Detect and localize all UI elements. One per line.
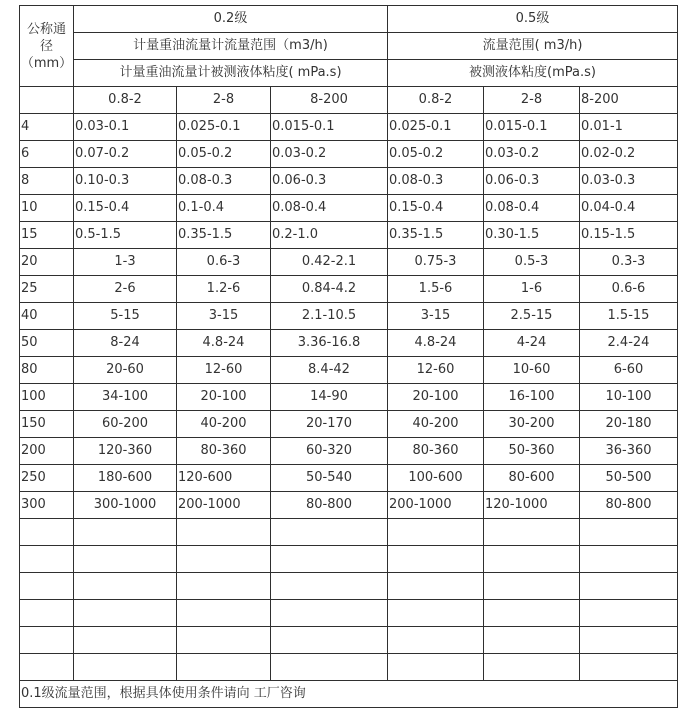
- empty-cell: [484, 654, 580, 681]
- empty-cell: [484, 573, 580, 600]
- flow-range-cell: 2-6: [74, 276, 177, 303]
- table-row: [20, 384, 678, 411]
- viscosity-range-cell: 2-8: [177, 87, 271, 114]
- empty-cell: [388, 546, 484, 573]
- flow-range-cell: 14-90: [271, 384, 388, 411]
- flow-range-cell: 0.08-0.4: [484, 195, 580, 222]
- grade-0-5-header: 0.5级: [388, 6, 678, 33]
- empty-cell: [20, 546, 74, 573]
- empty-cell: [580, 573, 678, 600]
- flow-range-cell: 1-6: [484, 276, 580, 303]
- flow-range-cell: 180-600: [74, 465, 177, 492]
- flow-range-cell: 12-60: [177, 357, 271, 384]
- nominal-diameter-cell: 80: [20, 357, 74, 384]
- flow-range-cell: 0.02-0.2: [580, 141, 678, 168]
- flow-range-cell: 12-60: [388, 357, 484, 384]
- flow-range-cell: 0.03-0.2: [484, 141, 580, 168]
- empty-cell: [74, 627, 177, 654]
- flow-range-cell: 0.6-6: [580, 276, 678, 303]
- viscosity-range-cell: 8-200: [580, 87, 678, 114]
- viscosity-range-cell: 0.8-2: [74, 87, 177, 114]
- nominal-diameter-cell: 50: [20, 330, 74, 357]
- table-row: [20, 114, 678, 141]
- flow-range-cell: 8-24: [74, 330, 177, 357]
- flow-range-cell: 0.015-0.1: [484, 114, 580, 141]
- flow-range-cell: 0.04-0.4: [580, 195, 678, 222]
- nominal-diameter-line1: 公称通: [26, 21, 66, 37]
- flow-range-cell: 100-600: [388, 465, 484, 492]
- empty-cell: [74, 519, 177, 546]
- empty-cell: [74, 654, 177, 681]
- nominal-diameter-cell: 4: [20, 114, 74, 141]
- footnote-row: [20, 681, 678, 708]
- flow-range-cell: 0.35-1.5: [388, 222, 484, 249]
- footnote: 0.1级流量范围，根据具体使用条件请向 工厂咨询: [20, 681, 678, 708]
- empty-cell: [484, 519, 580, 546]
- flow-range-cell: 1.5-15: [580, 303, 678, 330]
- flow-range-cell: 80-360: [388, 438, 484, 465]
- flow-range-cell: 200-1000: [177, 492, 271, 519]
- empty-cell: [177, 627, 271, 654]
- table-row: [20, 411, 678, 438]
- empty-cell: [20, 600, 74, 627]
- flowmeter-spec-table: [19, 5, 678, 708]
- flow-range-cell: 0.03-0.2: [271, 141, 388, 168]
- empty-row: [20, 627, 678, 654]
- table-row: [20, 276, 678, 303]
- flow-range-cell: 34-100: [74, 384, 177, 411]
- table-row: [20, 141, 678, 168]
- flow-range-header-a: 计量重油流量计流量范围（m3/h): [74, 33, 388, 60]
- empty-cell: [20, 519, 74, 546]
- empty-cell: [271, 519, 388, 546]
- table-row: [20, 195, 678, 222]
- flow-range-cell: 0.06-0.3: [484, 168, 580, 195]
- flow-range-cell: 0.08-0.3: [177, 168, 271, 195]
- table-body: [20, 6, 678, 708]
- flow-range-cell: 0.03-0.1: [74, 114, 177, 141]
- flow-range-cell: 0.07-0.2: [74, 141, 177, 168]
- nominal-diameter-header: [20, 6, 74, 87]
- empty-cell: [177, 519, 271, 546]
- flow-range-cell: 80-360: [177, 438, 271, 465]
- flow-range-cell: 0.15-1.5: [580, 222, 678, 249]
- empty-cell: [484, 627, 580, 654]
- table-row: [20, 168, 678, 195]
- header-row-grade: [20, 6, 678, 33]
- flow-range-cell: 3-15: [177, 303, 271, 330]
- empty-row: [20, 600, 678, 627]
- table-row: [20, 249, 678, 276]
- flow-range-cell: 200-1000: [388, 492, 484, 519]
- empty-cell: [177, 654, 271, 681]
- empty-cell: [271, 546, 388, 573]
- flow-range-cell: 80-800: [271, 492, 388, 519]
- flow-range-cell: 0.05-0.2: [177, 141, 271, 168]
- empty-cell: [388, 627, 484, 654]
- flow-range-cell: 0.15-0.4: [388, 195, 484, 222]
- flow-range-cell: 1.5-6: [388, 276, 484, 303]
- flow-range-cell: 0.015-0.1: [271, 114, 388, 141]
- flow-range-cell: 20-100: [388, 384, 484, 411]
- viscosity-range-cell: 0.8-2: [388, 87, 484, 114]
- flow-range-cell: 3.36-16.8: [271, 330, 388, 357]
- flow-range-cell: 4.8-24: [388, 330, 484, 357]
- flow-range-cell: 0.08-0.3: [388, 168, 484, 195]
- nominal-diameter-cell: 300: [20, 492, 74, 519]
- empty-cell: [388, 654, 484, 681]
- flow-range-cell: 300-1000: [74, 492, 177, 519]
- table-row: [20, 438, 678, 465]
- flow-range-cell: 20-180: [580, 411, 678, 438]
- flow-range-cell: 0.84-4.2: [271, 276, 388, 303]
- nominal-diameter-line3: （mm）: [20, 55, 73, 71]
- empty-cell: [580, 627, 678, 654]
- flow-range-cell: 0.3-3: [580, 249, 678, 276]
- empty-cell: [484, 600, 580, 627]
- empty-cell: [74, 600, 177, 627]
- flow-range-cell: 0.05-0.2: [388, 141, 484, 168]
- flow-range-cell: 60-320: [271, 438, 388, 465]
- flow-range-cell: 50-500: [580, 465, 678, 492]
- nominal-diameter-cell: 250: [20, 465, 74, 492]
- flow-range-cell: 10-100: [580, 384, 678, 411]
- flow-range-cell: 60-200: [74, 411, 177, 438]
- flow-range-cell: 0.15-0.4: [74, 195, 177, 222]
- empty-cell: [74, 573, 177, 600]
- nominal-diameter-line2: 径: [39, 38, 53, 54]
- flow-range-cell: 5-15: [74, 303, 177, 330]
- flow-range-cell: 0.08-0.4: [271, 195, 388, 222]
- grade-0-2-header: 0.2级: [74, 6, 388, 33]
- nominal-diameter-cell: 150: [20, 411, 74, 438]
- flow-range-cell: 36-360: [580, 438, 678, 465]
- nominal-diameter-cell: 20: [20, 249, 74, 276]
- table-row: [20, 330, 678, 357]
- flow-range-cell: 0.75-3: [388, 249, 484, 276]
- nominal-diameter-cell: 15: [20, 222, 74, 249]
- empty-row: [20, 654, 678, 681]
- empty-cell: [580, 654, 678, 681]
- flow-range-cell: 80-600: [484, 465, 580, 492]
- nominal-diameter-cell: 25: [20, 276, 74, 303]
- flow-range-cell: 3-15: [388, 303, 484, 330]
- nominal-diameter-cell: 200: [20, 438, 74, 465]
- header-row-flow: [20, 33, 678, 60]
- table-row: [20, 222, 678, 249]
- flow-range-cell: 1-3: [74, 249, 177, 276]
- nominal-diameter-cell: 8: [20, 168, 74, 195]
- empty-cell: [484, 546, 580, 573]
- empty-cell: [20, 627, 74, 654]
- flow-range-cell: 20-60: [74, 357, 177, 384]
- table-row: [20, 303, 678, 330]
- viscosity-header-b: 被测液体粘度(mPa.s): [388, 60, 678, 87]
- flow-range-cell: 0.03-0.3: [580, 168, 678, 195]
- empty-cell: [271, 654, 388, 681]
- flow-range-cell: 0.025-0.1: [388, 114, 484, 141]
- flow-range-cell: 120-1000: [484, 492, 580, 519]
- flow-range-cell: 0.5-3: [484, 249, 580, 276]
- header-row-viscosity: [20, 60, 678, 87]
- flow-range-cell: 50-360: [484, 438, 580, 465]
- flow-range-cell: 2.1-10.5: [271, 303, 388, 330]
- viscosity-header-a: 计量重油流量计被测液体粘度( mPa.s): [74, 60, 388, 87]
- empty-cell: [271, 627, 388, 654]
- empty-cell: [388, 573, 484, 600]
- flow-range-cell: 0.6-3: [177, 249, 271, 276]
- viscosity-range-row: [20, 87, 678, 114]
- flow-range-cell: 20-170: [271, 411, 388, 438]
- flow-range-cell: 0.01-1: [580, 114, 678, 141]
- flow-range-cell: 120-360: [74, 438, 177, 465]
- flow-range-cell: 2.4-24: [580, 330, 678, 357]
- flow-range-cell: 0.06-0.3: [271, 168, 388, 195]
- flow-range-cell: 2.5-15: [484, 303, 580, 330]
- flow-range-cell: 0.30-1.5: [484, 222, 580, 249]
- flow-range-cell: 50-540: [271, 465, 388, 492]
- empty-cell: [20, 573, 74, 600]
- empty-cell: [177, 546, 271, 573]
- empty-row: [20, 519, 678, 546]
- empty-cell: [271, 600, 388, 627]
- flow-range-cell: 0.10-0.3: [74, 168, 177, 195]
- flow-range-cell: 4-24: [484, 330, 580, 357]
- flow-range-header-b: 流量范围( m3/h): [388, 33, 678, 60]
- viscosity-range-blank: [20, 87, 74, 114]
- empty-cell: [580, 546, 678, 573]
- flow-range-cell: 80-800: [580, 492, 678, 519]
- table-row: [20, 492, 678, 519]
- empty-cell: [388, 519, 484, 546]
- flow-range-cell: 40-200: [388, 411, 484, 438]
- nominal-diameter-cell: 6: [20, 141, 74, 168]
- flow-range-cell: 120-600: [177, 465, 271, 492]
- flow-range-cell: 20-100: [177, 384, 271, 411]
- empty-cell: [177, 600, 271, 627]
- flow-range-cell: 8.4-42: [271, 357, 388, 384]
- flow-range-cell: 0.025-0.1: [177, 114, 271, 141]
- flow-range-cell: 0.5-1.5: [74, 222, 177, 249]
- empty-cell: [177, 573, 271, 600]
- flow-range-cell: 10-60: [484, 357, 580, 384]
- flow-range-cell: 40-200: [177, 411, 271, 438]
- empty-cell: [388, 600, 484, 627]
- flow-range-cell: 30-200: [484, 411, 580, 438]
- table-row: [20, 357, 678, 384]
- flow-range-cell: 16-100: [484, 384, 580, 411]
- flow-range-cell: 0.1-0.4: [177, 195, 271, 222]
- flow-range-cell: 0.42-2.1: [271, 249, 388, 276]
- flow-range-cell: 6-60: [580, 357, 678, 384]
- empty-cell: [271, 573, 388, 600]
- empty-row: [20, 546, 678, 573]
- flow-range-cell: 1.2-6: [177, 276, 271, 303]
- table-row: [20, 465, 678, 492]
- empty-cell: [580, 519, 678, 546]
- empty-cell: [74, 546, 177, 573]
- flow-range-cell: 0.2-1.0: [271, 222, 388, 249]
- empty-cell: [20, 654, 74, 681]
- viscosity-range-cell: 2-8: [484, 87, 580, 114]
- viscosity-range-cell: 8-200: [271, 87, 388, 114]
- nominal-diameter-cell: 40: [20, 303, 74, 330]
- empty-cell: [580, 600, 678, 627]
- nominal-diameter-cell: 10: [20, 195, 74, 222]
- empty-row: [20, 573, 678, 600]
- flow-range-cell: 4.8-24: [177, 330, 271, 357]
- flow-range-cell: 0.35-1.5: [177, 222, 271, 249]
- nominal-diameter-cell: 100: [20, 384, 74, 411]
